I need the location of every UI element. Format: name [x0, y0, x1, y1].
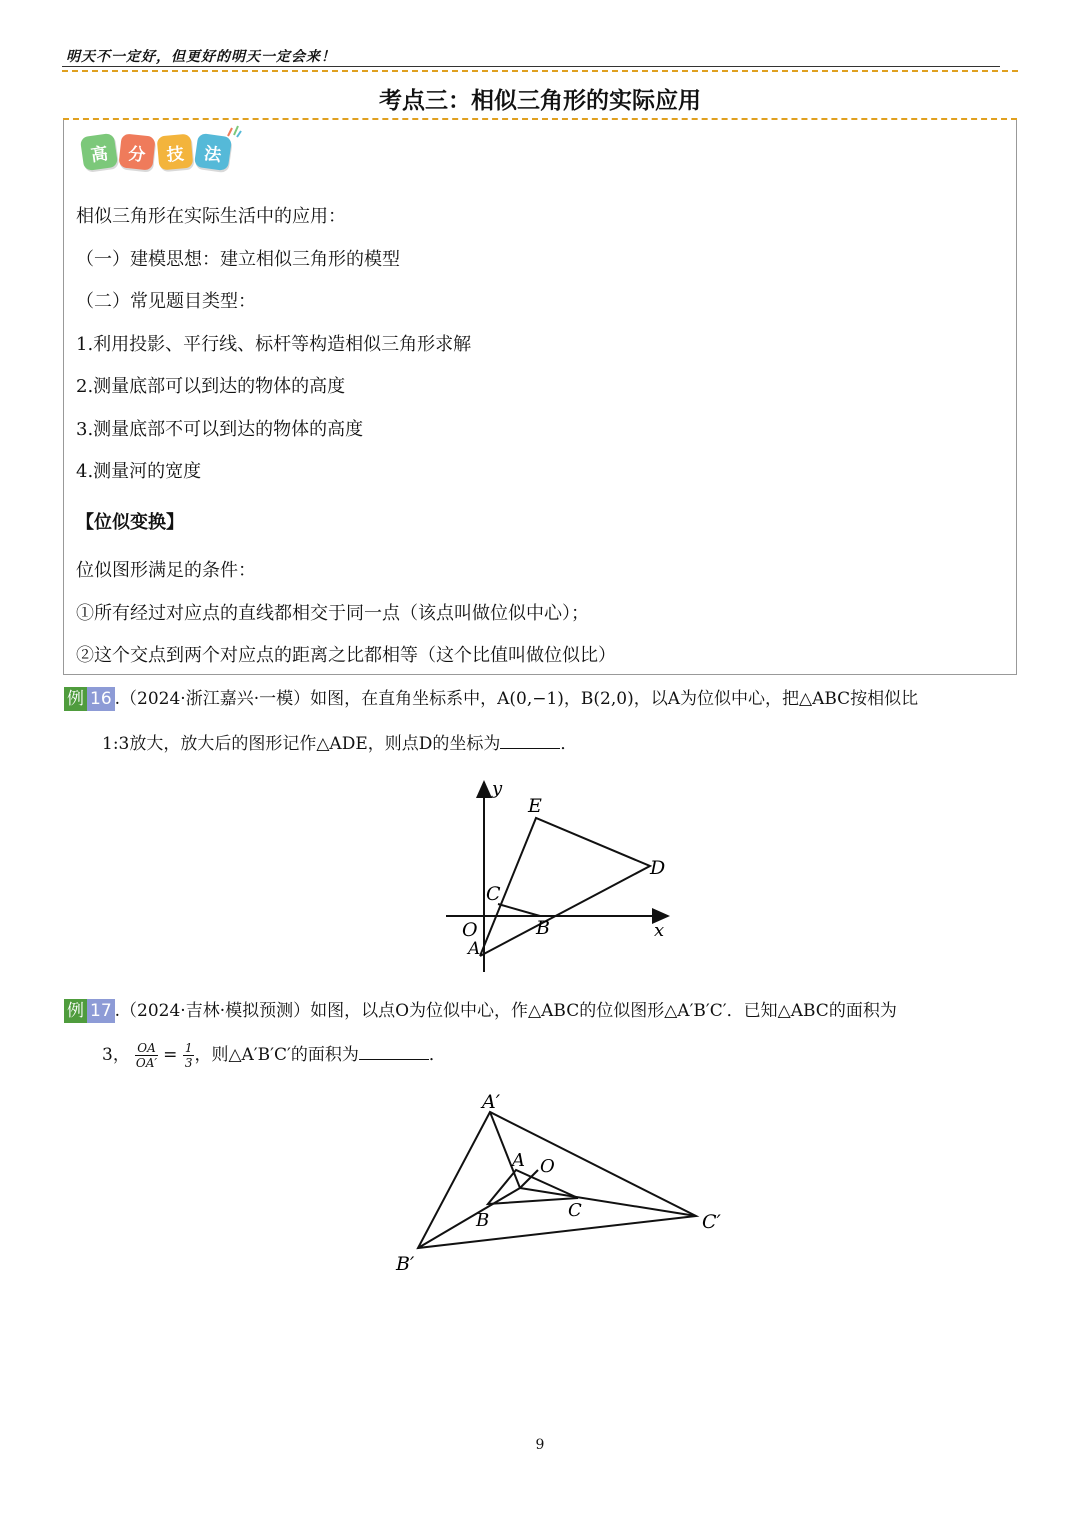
example-16-text-2: 1:3放大，放大后的图形记作△ADE，则点D的坐标为 — [102, 734, 501, 754]
example-number: 16 — [87, 687, 115, 711]
label-A: A — [512, 1150, 525, 1171]
type-1: 1.利用投影、平行线、标杆等构造相似三角形求解 — [76, 334, 472, 355]
type-4: 4.测量河的宽度 — [76, 461, 202, 482]
type-3: 3.测量底部不可以到达的物体的高度 — [76, 419, 364, 440]
example-tag: 例 — [64, 687, 87, 711]
answer-blank-17[interactable] — [359, 1043, 429, 1060]
example-number: 17 — [87, 999, 115, 1023]
header-dashed-rule — [62, 70, 1018, 72]
equals-sign: = — [157, 1045, 183, 1065]
segment-CB — [498, 904, 540, 916]
example-17-end: ． — [428, 1045, 446, 1065]
label-E: E — [528, 795, 542, 817]
fraction-OA-OAprime: $\frac{OA}{OA'}$ — [135, 1041, 158, 1070]
example-17-line2 — [102, 1040, 446, 1070]
label-y: y — [492, 778, 503, 799]
tips-box-top-border — [63, 118, 1017, 120]
label-O: O — [540, 1156, 555, 1177]
label-x: x — [654, 920, 665, 941]
example-17-text: .（2024·吉林·模拟预测）如图，以点O为位似中心，作△ABC的位似图形△A′B′C′．已知△ABC的面积为 — [114, 1001, 897, 1021]
label-A: A — [468, 939, 481, 959]
conditions-title: 位似图形满足的条件： — [76, 560, 256, 581]
section-title: 考点三：相似三角形的实际应用 — [379, 88, 701, 114]
example-16-line1 — [64, 684, 918, 711]
fraction-one-third: $\frac{1}{3}$ — [184, 1041, 193, 1070]
badge-char-1: 高 — [80, 133, 118, 171]
homothety-heading: 【位似变换】 — [76, 512, 184, 533]
type-2: 2.测量底部可以到达的物体的高度 — [76, 376, 346, 397]
condition-1: ①所有经过对应点的直线都相交于同一点（该点叫做位似中心）； — [76, 603, 589, 624]
modeling-line: （一）建模思想：建立相似三角形的模型 — [76, 249, 400, 270]
answer-blank-16[interactable] — [500, 732, 560, 749]
example-16-end: ． — [560, 734, 578, 754]
example-16-line2 — [102, 729, 577, 754]
header-motto: 明天不一定好，但更好的明天一定会来！ — [66, 49, 336, 65]
high-score-badge — [82, 135, 230, 169]
intro-line: 相似三角形在实际生活中的应用： — [76, 206, 346, 227]
label-O: O — [462, 919, 478, 941]
triangle-AprimeBprimeCprime — [418, 1112, 696, 1248]
sparkle-icon — [226, 122, 242, 138]
label-C: C — [568, 1200, 582, 1221]
example-17-line1 — [64, 996, 897, 1023]
example-17-text-3: ，则△A′B′C′的面积为 — [194, 1045, 359, 1065]
label-C-prime: C′ — [702, 1211, 721, 1233]
condition-2: ②这个交点到两个对应点的距离之比都相等（这个比值叫做位似比） — [76, 645, 616, 666]
triangle-ADE — [480, 818, 650, 956]
types-heading: （二）常见题目类型： — [76, 291, 256, 312]
label-C: C — [486, 883, 501, 905]
example-17-text-2: 3， — [102, 1045, 130, 1065]
page-number: 9 — [535, 1437, 545, 1453]
figure-17 — [390, 1088, 730, 1278]
badge-char-4: 法 — [194, 133, 232, 171]
label-A-prime: A′ — [482, 1091, 501, 1113]
badge-char-3: 技 — [157, 134, 194, 171]
figure-16 — [440, 776, 680, 976]
label-B: B — [536, 917, 550, 939]
label-B-prime: B′ — [396, 1253, 415, 1275]
badge-char-2: 分 — [118, 133, 155, 170]
example-tag: 例 — [64, 999, 87, 1023]
example-16-text: .（2024·浙江嘉兴·一模）如图，在直角坐标系中，A(0,−1)，B(2,0)，以A为位似中心，把△ABC按相似比 — [114, 689, 919, 709]
label-D: D — [650, 857, 666, 879]
label-B: B — [476, 1210, 490, 1231]
header-rule — [62, 66, 1000, 67]
